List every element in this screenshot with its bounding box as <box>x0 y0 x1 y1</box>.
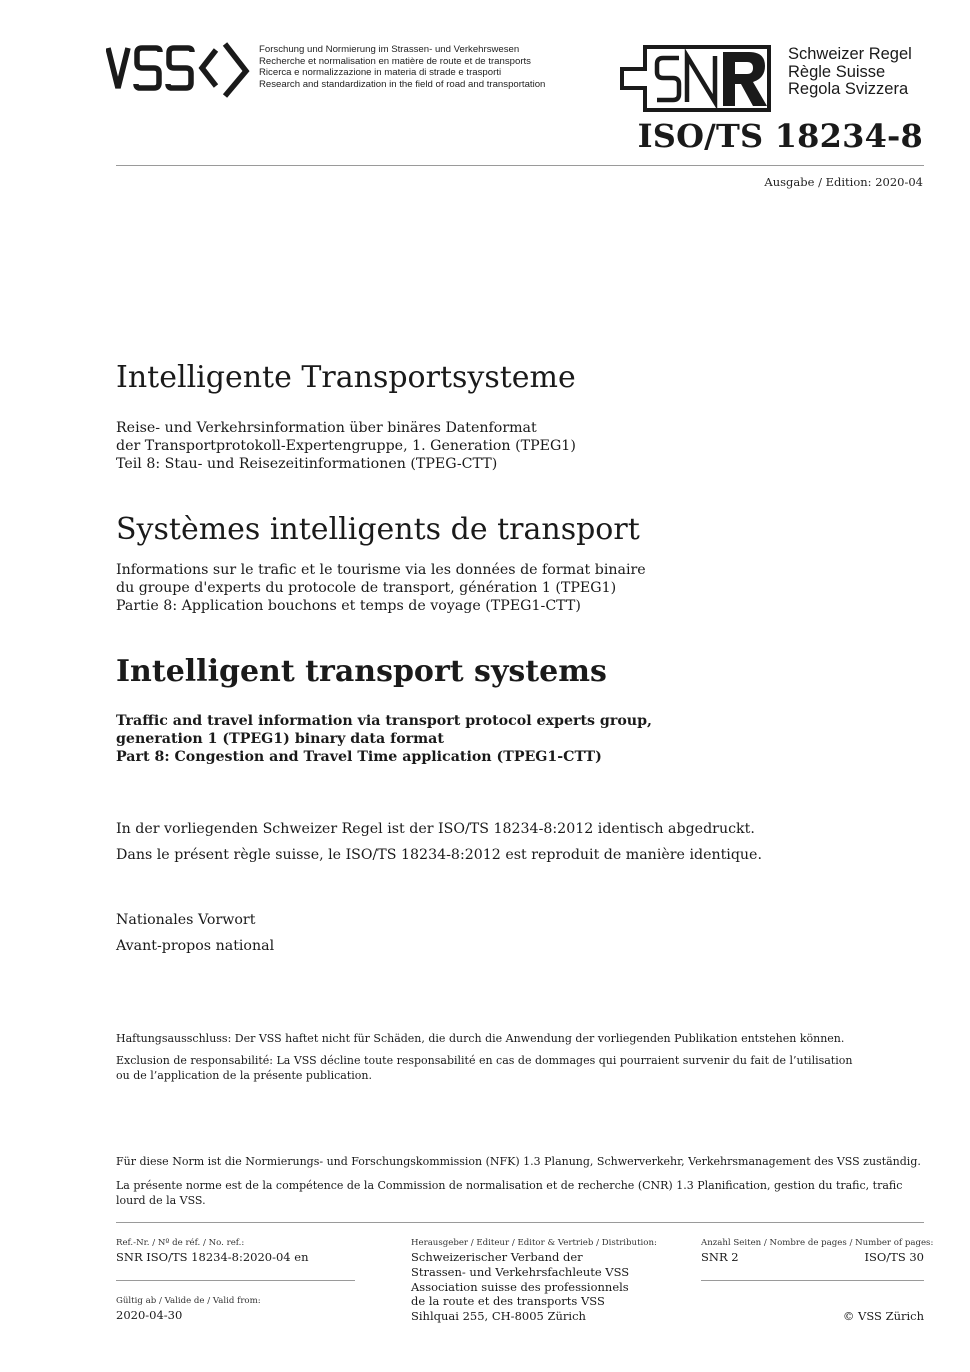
snr-logo <box>619 44 785 118</box>
disclaimer-german: Haftungsausschluss: Der VSS haftet nicht für Schäden, die durch die Anwendung der vorliegenden Publikation entstehen können. <box>116 1032 845 1045</box>
subtitle-line: Teil 8: Stau- und Reisezeitinformationen (TPEG-CTT) <box>116 456 498 472</box>
subtitle-line: Part 8: Congestion and Travel Time application (TPEG1-CTT) <box>116 749 602 765</box>
page-count-snr: SNR 2 <box>701 1250 739 1264</box>
footer-divider <box>116 1222 924 1223</box>
subtitle-english <box>116 712 652 766</box>
reference-number: SNR ISO/TS 18234-8:2020-04 en <box>116 1250 309 1264</box>
subtitle-german <box>116 419 576 473</box>
publisher-line: Strassen- und Verkehrsfachleute VSS <box>411 1264 630 1279</box>
publisher-address <box>411 1250 629 1324</box>
disclaimer-french <box>116 1054 852 1083</box>
title-german: Intelligente Transportsysteme <box>116 360 576 395</box>
snr-line: Regola Svizzera <box>788 80 909 99</box>
vss-line: Forschung und Normierung im Strassen- und Verkehrswesen <box>259 44 520 55</box>
responsibility-german: Für diese Norm ist die Normierungs- und Forschungskommission (NFK) 1.3 Planung, Schwerverkehr, Verkehrsmanagement des VSS zuständig. <box>116 1155 921 1168</box>
page-count-iso: ISO/TS 30 <box>864 1250 924 1264</box>
subtitle-line: Partie 8: Application bouchons et temps de voyage (TPEG1-CTT) <box>116 598 581 614</box>
disclaimer-line: ou de l’application de la présente publication. <box>116 1068 372 1082</box>
subtitle-french <box>116 561 646 615</box>
foreword-heading-german: Nationales Vorwort <box>116 912 256 928</box>
reference-divider <box>116 1280 355 1281</box>
publisher-line: Sihlquai 255, CH-8005 Zürich <box>411 1309 586 1324</box>
vss-line: Recherche et normalisation en matière de route et de transports <box>259 55 531 67</box>
subtitle-line: Informations sur le trafic et le tourisme via les données de format binaire <box>116 562 646 578</box>
page-count-divider <box>701 1280 924 1281</box>
snr-line: Schweizer Regel <box>788 45 912 63</box>
responsibility-french: La présente norme est de la compétence de la Commission de normalisation et de recherche (CNR) 1.3 Planification, gestion du trafic, trafic lourd de la VSS. <box>116 1179 903 1207</box>
vss-line: Research and standardization in the field of road and transportation <box>259 78 546 90</box>
document-number: ISO/TS 18234-8 <box>637 117 923 155</box>
subtitle-line: du groupe d'experts du protocole de transport, génération 1 (TPEG1) <box>116 580 617 596</box>
disclaimer-line: Exclusion de responsabilité: La VSS décline toute responsabilité en cas de dommages qui pourraient survenir du fait de l’utilisation <box>116 1054 853 1067</box>
copyright-notice: © VSS Zürich <box>842 1309 924 1323</box>
vss-line: Ricerca e normalizzazione in materia di strade e trasporti <box>259 67 502 79</box>
publisher-line: de la route et des transports VSS <box>411 1294 605 1309</box>
publisher-line: Schweizerischer Verband der <box>411 1250 583 1264</box>
foreword-heading-french: Avant-propos national <box>116 938 275 954</box>
vss-logo <box>106 42 252 102</box>
subtitle-line: Traffic and travel information via transport protocol experts group, <box>116 713 652 729</box>
valid-from-label: Gültig ab / Valide de / Valid from: <box>116 1296 261 1306</box>
title-english: Intelligent transport systems <box>116 654 607 689</box>
header-divider <box>116 165 924 166</box>
subtitle-line: generation 1 (TPEG1) binary data format <box>116 731 444 747</box>
subtitle-line: der Transportprotokoll-Expertengruppe, 1. Generation (TPEG1) <box>116 438 576 454</box>
snr-line: Règle Suisse <box>788 62 886 81</box>
valid-from-date: 2020-04-30 <box>116 1308 183 1322</box>
identity-statement-german: In der vorliegenden Schweizer Regel ist der ISO/TS 18234-8:2012 identisch abgedruckt. <box>116 821 755 837</box>
vss-description <box>259 44 545 90</box>
edition-date: Ausgabe / Edition: 2020-04 <box>764 175 923 189</box>
subtitle-line: Reise- und Verkehrsinformation über binäres Datenformat <box>116 420 537 436</box>
title-french: Systèmes intelligents de transport <box>116 512 640 547</box>
publisher-line: Association suisse des professionnels <box>411 1279 629 1294</box>
page-count-label: Anzahl Seiten / Nombre de pages / Number of pages: <box>701 1238 934 1248</box>
snr-description <box>788 46 912 99</box>
publisher-label: Herausgeber / Editeur / Editor & Vertrieb / Distribution: <box>411 1238 657 1248</box>
identity-statement-french: Dans le présent règle suisse, le ISO/TS 18234-8:2012 est reproduit de manière identique. <box>116 847 762 863</box>
reference-label: Ref.-Nr. / Nº de réf. / No. ref.: <box>116 1238 245 1248</box>
